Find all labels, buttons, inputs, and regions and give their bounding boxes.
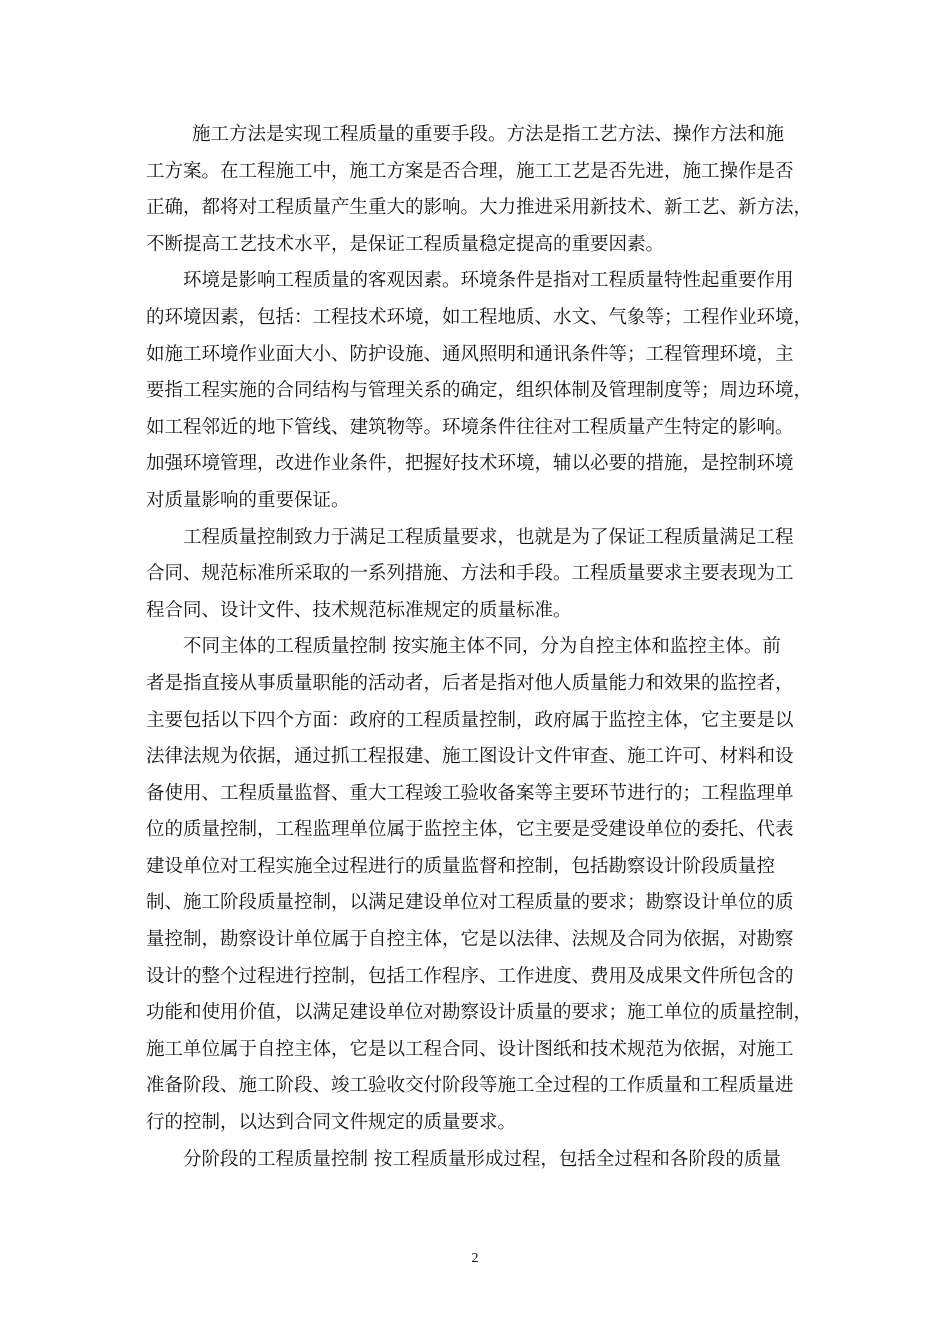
- page-number: 2: [471, 1251, 479, 1266]
- text-line: 工方案。在工程施工中，施工方案是否合理，施工工艺是否先进，施工操作是否: [146, 160, 794, 182]
- text-line: 行的控制，以达到合同文件规定的质量要求。: [146, 1112, 517, 1134]
- text-line: 分阶段的工程质量控制 按工程质量形成过程，包括全过程和各阶段的质量: [183, 1148, 781, 1170]
- text-line: 功能和使用价值，以满足建设单位对勘察设计质量的要求；施工单位的质量控制，: [146, 1002, 813, 1024]
- text-line: 如施工环境作业面大小、防护设施、通风照明和通讯条件等；工程管理环境，主: [146, 343, 794, 365]
- text-line: 程合同、设计文件、技术规范标准规定的质量标准。: [146, 599, 572, 621]
- text-line: 加强环境管理，改进作业条件，把握好技术环境，辅以必要的措施，是控制环境: [146, 453, 794, 475]
- text-line: 正确，都将对工程质量产生重大的影响。大力推进采用新技术、新工艺、新方法，: [146, 197, 813, 219]
- text-line: 准备阶段、施工阶段、竣工验收交付阶段等施工全过程的工作质量和工程质量进: [146, 1075, 794, 1097]
- text-line: 建设单位对工程实施全过程进行的质量监督和控制，包括勘察设计阶段质量控: [146, 855, 776, 877]
- text-line: 不断提高工艺技术水平，是保证工程质量稳定提高的重要因素。: [146, 233, 665, 255]
- text-line: 主要包括以下四个方面：政府的工程质量控制，政府属于监控主体，它主要是以: [146, 709, 794, 731]
- text-line: 不同主体的工程质量控制 按实施主体不同，分为自控主体和监控主体。前: [183, 636, 781, 658]
- text-line: 制、施工阶段质量控制，以满足建设单位对工程质量的要求；勘察设计单位的质: [146, 892, 794, 914]
- text-line: 要指工程实施的合同结构与管理关系的确定，组织体制及管理制度等；周边环境，: [146, 380, 813, 402]
- text-line: 如工程邻近的地下管线、建筑物等。环境条件往往对工程质量产生特定的影响。: [146, 416, 794, 438]
- text-line: 的环境因素，包括：工程技术环境，如工程地质、水文、气象等；工程作业环境，: [146, 306, 813, 328]
- text-line: 位的质量控制，工程监理单位属于监控主体，它主要是受建设单位的委托、代表: [146, 819, 794, 841]
- text-line: 合同、规范标准所采取的一系列措施、方法和手段。工程质量要求主要表现为工: [146, 563, 794, 585]
- text-line: 量控制，勘察设计单位属于自控主体，它是以法律、法规及合同为依据，对勘察: [146, 929, 794, 951]
- text-line: 对质量影响的重要保证。: [146, 489, 350, 511]
- text-line: 施工方法是实现工程质量的重要手段。方法是指工艺方法、操作方法和施: [192, 124, 785, 145]
- text-line: 法律法规为依据，通过抓工程报建、施工图设计文件审查、施工许可、材料和设: [146, 746, 794, 768]
- body-text: [146, 117, 813, 1178]
- text-line: 环境是影响工程质量的客观因素。环境条件是指对工程质量特性起重要作用: [183, 270, 794, 292]
- text-line: 工程质量控制致力于满足工程质量要求，也就是为了保证工程质量满足工程: [183, 526, 794, 548]
- text-line: 者是指直接从事质量职能的活动者，后者是指对他人质量能力和效果的监控者，: [146, 672, 794, 694]
- text-line: 设计的整个过程进行控制，包括工作程序、工作进度、费用及成果文件所包含的: [146, 965, 794, 987]
- text-line: 施工单位属于自控主体，它是以工程合同、设计图纸和技术规范为依据，对施工: [146, 1038, 794, 1060]
- text-line: 备使用、工程质量监督、重大工程竣工验收备案等主要环节进行的；工程监理单: [146, 782, 794, 804]
